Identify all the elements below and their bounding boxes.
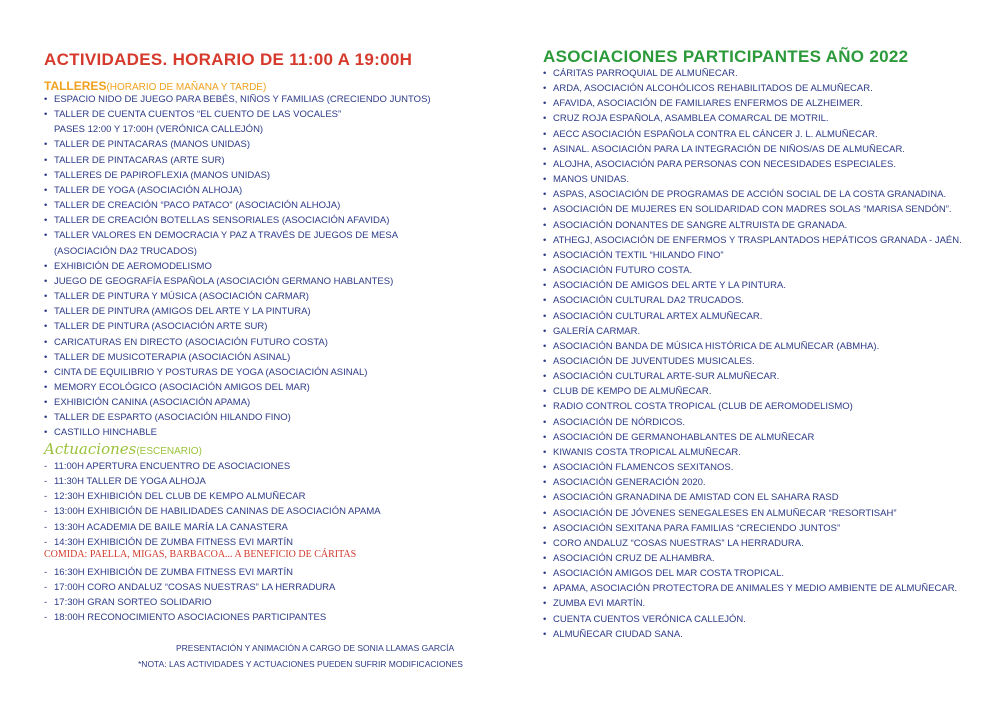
bullet-marker: -: [44, 582, 48, 594]
bullet-marker: -: [44, 567, 48, 578]
association-item: [543, 263, 962, 278]
list-item-text: TALLER DE PINTURA (AMIGOS DEL ARTE Y LA PINTURA): [54, 306, 311, 318]
list-item-text: TALLER VALORES EN DEMOCRACIA Y PAZ A TRAVÉS DE JUEGOS DE MESA: [54, 230, 399, 242]
list-item-text: AECC ASOCIACIÓN ESPAÑOLA CONTRA EL CÁNCER J. L. ALMUÑECAR.: [553, 128, 878, 140]
bullet-marker: •: [44, 215, 48, 227]
bullet-marker: •: [44, 427, 48, 439]
bullet-marker: •: [543, 431, 547, 443]
talleres-item: [44, 350, 431, 365]
actuacion-item: [44, 610, 335, 625]
actuacion-item: [44, 520, 381, 535]
talleres-item: [44, 319, 431, 334]
list-item-text: ASOCIACIÓN GRANADINA DE AMISTAD CON EL SAHARA RASD: [553, 492, 839, 504]
bullet-marker: •: [44, 351, 48, 363]
list-item-text: ARDA, ASOCIACIÓN ALCOHÓLICOS REHABILITADOS DE ALMUÑECAR.: [553, 83, 873, 95]
association-item: [543, 536, 962, 551]
list-item-text: ASOCIACIÓN DE JÓVENES SENEGALESES EN ALMUÑECAR “RESORTISAH”: [553, 507, 897, 519]
list-item-text: TALLER DE YOGA (ASOCIACIÓN ALHOJA): [54, 184, 243, 196]
talleres-item: [44, 153, 431, 168]
bullet-marker: •: [543, 158, 547, 170]
list-item-text: ASOCIACIÓN DE JUVENTUDES MUSICALES.: [553, 355, 755, 367]
list-item-text: ASOCIACIÓN SEXITANA PARA FAMILIAS “CRECIENDO JUNTOS”: [553, 522, 841, 534]
list-item-text: ASOCIACIÓN TEXTIL “HILANDO FINO”: [553, 249, 724, 261]
bullet-marker: •: [543, 310, 547, 322]
talleres-title: TALLERES: [44, 79, 107, 93]
bullet-marker: -: [44, 506, 48, 518]
activities-heading: ACTIVIDADES. HORARIO DE 11:00 A 19:00H: [44, 50, 413, 69]
list-item-text: ATHEGJ, ASOCIACIÓN DE ENFERMOS Y TRASPLANTADOS HEPÁTICOS GRANADA - JAÉN.: [553, 234, 962, 246]
bullet-marker: •: [44, 412, 48, 424]
bullet-marker: •: [543, 477, 547, 489]
association-item: [543, 460, 962, 475]
association-item: [543, 142, 962, 157]
bullet-marker: •: [44, 139, 48, 151]
bullet-marker: •: [543, 280, 547, 292]
association-item: [543, 430, 962, 445]
list-item-text: TALLER DE ESPARTO (ASOCIACIÓN HILANDO FINO): [54, 412, 291, 424]
list-item-text: 18:00H RECONOCIMIENTO ASOCIACIONES PARTICIPANTES: [54, 612, 327, 624]
list-item-text: TALLER DE PINTACARAS (ARTE SUR): [54, 154, 225, 166]
list-item-text: TALLER DE PINTACARAS (MANOS UNIDAS): [54, 139, 251, 151]
talleres-item: [44, 92, 431, 107]
actuacion-item: [44, 595, 335, 610]
association-item: [543, 309, 962, 324]
bullet-marker: •: [543, 613, 547, 625]
association-item: [543, 339, 962, 354]
list-item-text: (ASOCIACIÓN DA2 TRUCADOS): [54, 245, 197, 257]
bullet-marker: •: [543, 401, 547, 413]
list-item-text: ASOCIACIÓN DE NÓRDICOS.: [553, 416, 685, 428]
talleres-item: [44, 289, 431, 304]
bullet-marker: -: [44, 461, 48, 472]
bullet-marker: •: [543, 598, 547, 610]
list-item-text: GALERÍA CARMAR.: [553, 325, 641, 337]
list-item-text: ASOCIACIÓN DE AMIGOS DEL ARTE Y LA PINTURA.: [553, 280, 786, 292]
talleres-note: (HORARIO DE MAÑANA Y TARDE): [106, 82, 267, 93]
association-item: [543, 96, 962, 111]
talleres-list: [44, 92, 431, 441]
bullet-marker: •: [543, 568, 547, 580]
bullet-marker: •: [543, 355, 547, 367]
bullet-marker: •: [543, 583, 547, 595]
bullet-marker: •: [543, 628, 547, 640]
bullet-marker: •: [44, 366, 48, 378]
association-item: [543, 490, 962, 505]
talleres-item: [44, 395, 431, 410]
list-item-text: CRUZ ROJA ESPAÑOLA, ASAMBLEA COMARCAL DE MOTRIL.: [553, 113, 829, 125]
bullet-marker: •: [44, 336, 48, 348]
actuaciones-title: Actuaciones: [44, 440, 137, 458]
list-item-text: KIWANIS COSTA TROPICAL ALMUÑECAR.: [553, 446, 741, 458]
list-item-text: TALLER DE PINTURA Y MÚSICA (ASOCIACIÓN CARMAR): [54, 291, 309, 303]
association-item: [543, 445, 962, 460]
bullet-marker: -: [44, 521, 48, 533]
bullet-marker: •: [44, 184, 48, 196]
bullet-marker: •: [543, 416, 547, 428]
association-item: [543, 475, 962, 490]
talleres-item: [44, 198, 431, 213]
list-item-text: ASOCIACIÓN DONANTES DE SANGRE ALTRUISTA DE GRANADA.: [553, 219, 848, 231]
bullet-marker: •: [44, 275, 48, 287]
modifications-note: *NOTA: LAS ACTIVIDADES Y ACTUACIONES PUEDEN SUFRIR MODIFICACIONES: [138, 659, 463, 669]
bullet-marker: •: [543, 265, 547, 277]
association-item: [543, 127, 962, 142]
list-item-text: EXHIBICIÓN CANINA (ASOCIACIÓN APAMA): [54, 397, 251, 409]
talleres-item-continuation: [44, 244, 431, 259]
bullet-marker: •: [543, 507, 547, 519]
bullet-marker: •: [543, 143, 547, 155]
list-item-text: CASTILLO HINCHABLE: [54, 427, 157, 439]
bullet-marker: •: [543, 68, 547, 79]
actuacion-item: [44, 580, 335, 595]
bullet-marker: •: [44, 381, 48, 393]
association-item: [543, 354, 962, 369]
list-item-text: 17:00H CORO ANDALUZ “COSAS NUESTRAS” LA HERRADURA: [54, 582, 336, 594]
list-item-text: ZUMBA EVI MARTÍN.: [553, 598, 646, 610]
associations-heading: ASOCIACIONES PARTICIPANTES AÑO 2022: [543, 47, 909, 66]
actuacion-item: [44, 459, 381, 474]
actuacion-item: [44, 535, 381, 550]
list-item-text: PASES 12:00 Y 17:00H (VERÓNICA CALLEJÓN): [54, 124, 264, 136]
list-item-text: TALLER DE CUENTA CUENTOS “EL CUENTO DE LAS VOCALES”: [54, 109, 342, 121]
bullet-marker: •: [543, 492, 547, 504]
bullet-marker: •: [543, 174, 547, 186]
list-item-text: CORO ANDALUZ “COSAS NUESTRAS” LA HERRADURA.: [553, 537, 804, 549]
talleres-item: [44, 335, 431, 350]
association-item: [543, 384, 962, 399]
list-item-text: 11:00H APERTURA ENCUENTRO DE ASOCIACIONES: [54, 461, 291, 472]
association-item: [543, 566, 962, 581]
association-item: [543, 399, 962, 414]
association-item: [543, 612, 962, 627]
bullet-marker: •: [543, 295, 547, 307]
list-item-text: CINTA DE EQUILIBRIO Y POSTURAS DE YOGA (ASOCIACIÓN ASINAL): [54, 366, 368, 378]
list-item-text: ASOCIACIÓN BANDA DE MÚSICA HISTÓRICA DE ALMUÑECAR (ABMHA).: [553, 340, 880, 352]
bullet-marker: •: [44, 260, 48, 272]
association-item: [543, 581, 962, 596]
bullet-marker: -: [44, 476, 48, 488]
list-item-text: 13:00H EXHIBICIÓN DE HABILIDADES CANINAS DE ASOCIACIÓN APAMA: [54, 506, 381, 518]
bullet-marker: -: [44, 597, 48, 609]
list-item-text: ASOCIACIÓN CULTURAL DA2 TRUCADOS.: [553, 295, 744, 307]
bullet-marker: •: [44, 169, 48, 181]
list-item-text: ASOCIACIÓN FLAMENCOS SEXITANOS.: [553, 462, 734, 474]
bullet-marker: •: [44, 154, 48, 166]
bullet-marker: •: [543, 219, 547, 231]
association-item: [543, 278, 962, 293]
bullet-marker: •: [543, 204, 547, 216]
bullet-marker: •: [543, 340, 547, 352]
talleres-item: [44, 259, 431, 274]
comida-notice: COMIDA: PAELLA, MIGAS, BARBACOA... A BENEFICIO DE CÁRITAS: [44, 549, 357, 560]
presenter-credit: PRESENTACIÓN Y ANIMACIÓN A CARGO DE SONIA LLAMAS GARCÍA: [176, 643, 455, 653]
bullet-marker: •: [543, 234, 547, 246]
association-item: [543, 157, 962, 172]
bullet-marker: -: [44, 536, 48, 548]
list-item-text: CLUB DE KEMPO DE ALMUÑECAR.: [553, 386, 712, 398]
talleres-item: [44, 410, 431, 425]
association-item: [543, 551, 962, 566]
association-item: [543, 66, 962, 81]
list-item-text: 17:30H GRAN SORTEO SOLIDARIO: [54, 597, 212, 609]
talleres-item: [44, 228, 431, 243]
talleres-item: [44, 137, 431, 152]
list-item-text: ASOCIACIÓN CULTURAL ARTEX ALMUÑECAR.: [553, 310, 763, 322]
bullet-marker: •: [543, 128, 547, 140]
list-item-text: 13:30H ACADEMIA DE BAILE MARÍA LA CANASTERA: [54, 521, 288, 533]
list-item-text: CARICATURAS EN DIRECTO (ASOCIACIÓN FUTURO COSTA): [54, 336, 328, 348]
list-item-text: MANOS UNIDAS.: [553, 174, 630, 186]
bullet-marker: •: [543, 189, 547, 201]
list-item-text: ASOCIACIÓN FUTURO COSTA.: [553, 265, 693, 277]
talleres-item: [44, 304, 431, 319]
association-item: [543, 521, 962, 536]
list-item-text: EXHIBICIÓN DE AEROMODELISMO: [54, 260, 212, 272]
list-item-text: MEMORY ECOLÓGICO (ASOCIACIÓN AMIGOS DEL MAR): [54, 381, 310, 393]
list-item-text: 11:30H TALLER DE YOGA ALHOJA: [54, 476, 206, 488]
association-item: [543, 324, 962, 339]
bullet-marker: •: [44, 306, 48, 318]
bullet-marker: •: [543, 462, 547, 474]
list-item-text: TALLER DE CREACIÓN BOTELLAS SENSORIALES (ASOCIACIÓN AFAVIDA): [54, 215, 390, 227]
bullet-marker: •: [543, 537, 547, 549]
association-item: [543, 218, 962, 233]
association-item: [543, 596, 962, 611]
association-item: [543, 187, 962, 202]
talleres-item: [44, 107, 431, 122]
association-item: [543, 111, 962, 126]
bullet-marker: •: [543, 249, 547, 261]
bullet-marker: •: [44, 200, 48, 212]
actuacion-item: [44, 504, 381, 519]
association-item: [543, 81, 962, 96]
list-item-text: TALLER DE PINTURA (ASOCIACIÓN ARTE SUR): [54, 321, 268, 333]
actuaciones-list-afternoon: [44, 565, 335, 626]
talleres-item: [44, 365, 431, 380]
list-item-text: 12:30H EXHIBICIÓN DEL CLUB DE KEMPO ALMUÑECAR: [54, 491, 306, 503]
list-item-text: RADIO CONTROL COSTA TROPICAL (CLUB DE AEROMODELISMO): [553, 401, 853, 413]
list-item-text: ASPAS, ASOCIACIÓN DE PROGRAMAS DE ACCIÓN SOCIAL DE LA COSTA GRANADINA.: [553, 189, 947, 201]
actuacion-item: [44, 489, 381, 504]
bullet-marker: •: [44, 230, 48, 242]
list-item-text: ASOCIACIÓN DE MUJERES EN SOLIDARIDAD CON MADRES SOLAS “MARISA SENDÓN”.: [553, 204, 952, 216]
list-item-text: ASINAL. ASOCIACIÓN PARA LA INTEGRACIÓN DE NIÑOS/AS DE ALMUÑECAR.: [553, 143, 905, 155]
association-item: [543, 415, 962, 430]
list-item-text: TALLER DE CREACIÓN “PACO PATACO” (ASOCIACIÓN ALHOJA): [54, 200, 341, 212]
talleres-item: [44, 380, 431, 395]
talleres-item: [44, 183, 431, 198]
association-item: [543, 233, 962, 248]
bullet-marker: -: [44, 491, 48, 503]
association-item: [543, 172, 962, 187]
list-item-text: CUENTA CUENTOS VERÓNICA CALLEJÓN.: [553, 613, 746, 625]
bullet-marker: •: [44, 291, 48, 303]
talleres-item: [44, 425, 431, 440]
list-item-text: ASOCIACIÓN CRUZ DE ALHAMBRA.: [553, 553, 715, 564]
actuacion-item: [44, 565, 335, 580]
talleres-item: [44, 274, 431, 289]
bullet-marker: •: [543, 325, 547, 337]
list-item-text: 14:30H EXHIBICIÓN DE ZUMBA FITNESS EVI MARTÍN: [54, 536, 293, 548]
talleres-item-continuation: [44, 122, 431, 137]
association-item: [543, 627, 962, 642]
bullet-marker: •: [44, 397, 48, 409]
association-item: [543, 369, 962, 384]
list-item-text: TALLER DE MUSICOTERAPIA (ASOCIACIÓN ASINAL): [54, 351, 291, 363]
bullet-marker: •: [543, 83, 547, 95]
bullet-marker: •: [543, 553, 547, 564]
list-item-text: ALOJHA, ASOCIACIÓN PARA PERSONAS CON NECESIDADES ESPECIALES.: [553, 158, 896, 170]
list-item-text: ESPACIO NIDO DE JUEGO PARA BEBÉS, NIÑOS Y FAMILIAS (CRECIENDO JUNTOS): [54, 94, 431, 105]
bullet-marker: •: [543, 371, 547, 383]
list-item-text: AFAVIDA, ASOCIACIÓN DE FAMILIARES ENFERMOS DE ALZHEIMER.: [553, 98, 863, 110]
bullet-marker: •: [543, 98, 547, 110]
actuaciones-section-header: [44, 440, 202, 459]
bullet-marker: •: [44, 321, 48, 333]
list-item-text: APAMA, ASOCIACIÓN PROTECTORA DE ANIMALES Y MEDIO AMBIENTE DE ALMUÑECAR.: [553, 583, 958, 595]
list-item-text: ASOCIACIÓN DE GERMANOHABLANTES DE ALMUÑECAR: [553, 431, 815, 443]
association-item: [543, 293, 962, 308]
bullet-marker: •: [44, 109, 48, 121]
actuaciones-note: (ESCENARIO): [136, 446, 202, 457]
list-item-text: CÁRITAS PARROQUIAL DE ALMUÑECAR.: [553, 68, 738, 79]
list-item-text: ASOCIACIÓN GENERACIÓN 2020.: [553, 477, 706, 489]
actuaciones-list: [44, 459, 381, 550]
bullet-marker: •: [543, 522, 547, 534]
list-item-text: ALMUÑECAR CIUDAD SANA.: [553, 628, 683, 640]
list-item-text: TALLERES DE PAPIROFLEXIA (MANOS UNIDAS): [54, 169, 271, 181]
list-item-text: ASOCIACIÓN AMIGOS DEL MAR COSTA TROPICAL.: [553, 568, 785, 580]
association-item: [543, 248, 962, 263]
talleres-item: [44, 213, 431, 228]
talleres-item: [44, 168, 431, 183]
bullet-marker: •: [543, 113, 547, 125]
bullet-marker: -: [44, 612, 48, 624]
actuacion-item: [44, 474, 381, 489]
list-item-text: ASOCIACIÓN CULTURAL ARTE-SUR ALMUÑECAR.: [553, 371, 780, 383]
bullet-marker: •: [44, 94, 48, 105]
association-item: [543, 506, 962, 521]
list-item-text: 16:30H EXHIBICIÓN DE ZUMBA FITNESS EVI MARTÍN: [54, 567, 293, 578]
associations-list: [543, 66, 962, 642]
association-item: [543, 202, 962, 217]
list-item-text: JUEGO DE GEOGRAFÍA ESPAÑOLA (ASOCIACIÓN GERMANO HABLANTES): [54, 275, 394, 287]
bullet-marker: •: [543, 386, 547, 398]
bullet-marker: •: [543, 446, 547, 458]
